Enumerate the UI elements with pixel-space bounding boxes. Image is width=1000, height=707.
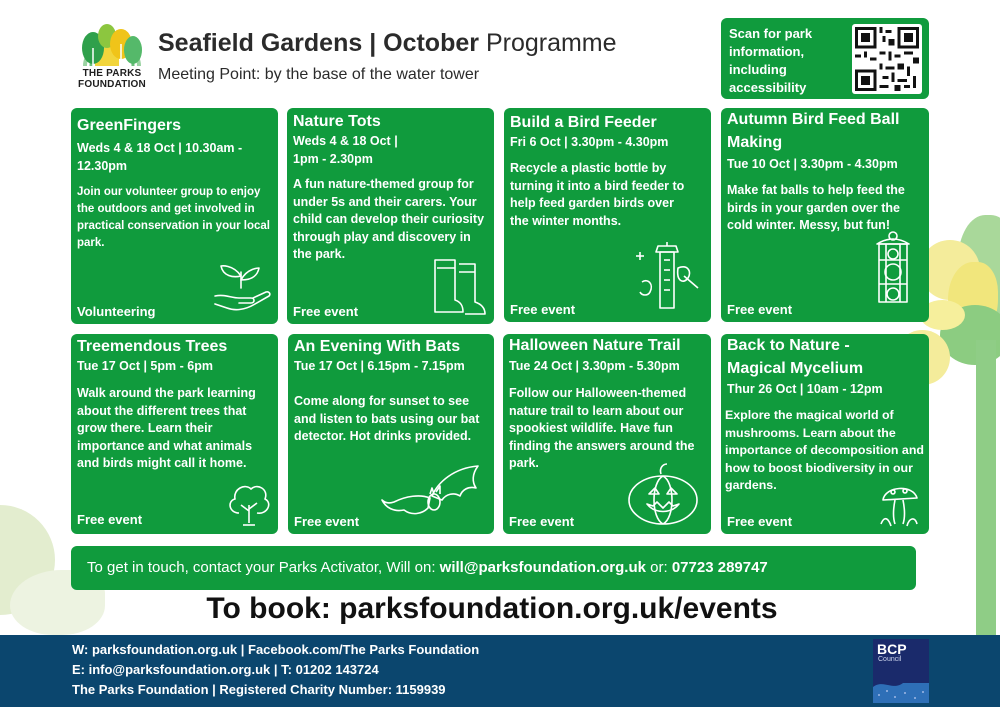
council-name: BCP — [877, 641, 907, 657]
event-tag: Free event — [509, 514, 575, 529]
event-card-evening-with-bats[interactable] — [288, 334, 494, 534]
event-description: Recycle a plastic bottle by turning it into a bird feeder to help feed garden birds over the winter months. — [510, 161, 685, 228]
event-title: Back to Nature - Magical Mycelium — [727, 337, 864, 377]
event-card-bird-feed-balls[interactable] — [721, 108, 929, 322]
event-title: Autumn Bird Feed Ball Making — [727, 111, 900, 151]
contact-prefix: To get in touch, contact your Parks Activator, Will on: — [87, 559, 436, 576]
event-card-magical-mycelium[interactable] — [721, 334, 929, 534]
bird-feeder-icon — [628, 238, 708, 314]
logo-line-2: FOUNDATION — [78, 79, 146, 90]
event-date: Tue 10 Oct | 3.30pm - 4.30pm — [727, 157, 898, 171]
contact-or: or: — [650, 559, 668, 576]
event-card-bird-feeder[interactable] — [504, 108, 711, 322]
contact-phone[interactable]: 07723 289747 — [671, 559, 768, 576]
footer-email-line[interactable]: E: info@parksfoundation.org.uk | T: 01202 143724 — [72, 662, 379, 677]
council-wave-icon — [873, 673, 929, 703]
event-tag: Free event — [293, 304, 359, 319]
event-tag: Free event — [510, 302, 576, 317]
council-sub: Council — [878, 656, 902, 663]
event-title: Nature Tots — [293, 113, 381, 130]
event-date: Weds 4 & 18 Oct | 1pm - 2.30pm — [293, 134, 398, 166]
event-card-nature-tots[interactable] — [287, 108, 494, 324]
event-card-greenfingers[interactable] — [71, 108, 278, 324]
event-tag: Free event — [727, 302, 793, 317]
bcp-council-logo — [873, 639, 929, 703]
event-tag: Volunteering — [77, 304, 156, 319]
event-description: Join our volunteer group to enjoy the outdoors and get involved in practical conservation in your local park. — [77, 186, 271, 249]
bat-icon — [380, 462, 484, 522]
event-description: A fun nature-themed group for under 5s and their carers. Your child can develop their curiosity through play and discovery in the park. — [293, 177, 485, 261]
event-date: Weds 4 & 18 Oct | 10.30am - 12.30pm — [77, 141, 243, 173]
contact-email-link[interactable]: will@parksfoundation.org.uk — [439, 559, 646, 576]
event-description: Come along for sunset to see and listen to bats using our bat detector. Hot drinks provided. — [294, 394, 480, 443]
event-tag: Free event — [727, 514, 793, 529]
footer — [0, 635, 1000, 707]
event-title: An Evening With Bats — [294, 338, 461, 355]
qr-code-icon — [855, 27, 919, 91]
footer-charity-line: The Parks Foundation | Registered Charity Number: 1159939 — [72, 682, 446, 697]
contact-banner — [71, 546, 916, 590]
event-title: Build a Bird Feeder — [510, 114, 657, 131]
pumpkin-icon — [625, 462, 701, 528]
event-date: Fri 6 Oct | 3.30pm - 4.30pm — [510, 135, 669, 149]
event-tag: Free event — [294, 514, 360, 529]
wellington-boots-icon — [431, 256, 491, 318]
event-description: Walk around the park learning about the different trees that grow there. Learn their importance and what animals and birds might call it home. — [77, 386, 256, 470]
event-date: Tue 24 Oct | 3.30pm - 5.30pm — [509, 359, 680, 373]
seedling-in-hand-icon — [211, 258, 273, 314]
booking-link[interactable]: To book: parksfoundation.org.uk/events — [206, 592, 778, 625]
fat-ball-feeder-icon — [863, 230, 923, 310]
event-card-halloween-trail[interactable] — [503, 334, 711, 534]
event-date: Tue 17 Oct | 6.15pm - 7.15pm — [294, 359, 465, 373]
qr-caption: Scan for park information, including accessibility — [729, 26, 813, 95]
event-tag: Free event — [77, 512, 143, 527]
event-description: Make fat balls to help feed the birds in your garden over the cold winter. Messy, but fun! — [727, 183, 905, 232]
qr-code[interactable] — [852, 24, 922, 94]
event-date: Thur 26 Oct | 10am - 12pm — [727, 382, 883, 396]
parks-foundation-logo — [73, 18, 151, 90]
tree-icon — [225, 479, 273, 529]
event-description: Explore the magical world of mushrooms. Learn about the importance of decomposition and how to boost biodiversity in our gardens. — [725, 408, 924, 492]
qr-panel — [721, 18, 929, 99]
logo-trees-icon — [77, 18, 147, 66]
event-date: Tue 17 Oct | 5pm - 6pm — [77, 359, 213, 373]
footer-web-line[interactable]: W: parksfoundation.org.uk | Facebook.com/The Parks Foundation — [72, 642, 480, 657]
mushroom-icon — [877, 480, 921, 528]
event-title: GreenFingers — [77, 117, 182, 134]
title-bold: Seafield Gardens | October — [158, 29, 479, 57]
page-title — [158, 29, 617, 58]
meeting-point: Meeting Point: by the base of the water tower — [158, 66, 480, 83]
logo-line-1: THE PARKS — [82, 68, 142, 79]
title-normal: Programme — [485, 29, 617, 57]
event-description: Follow our Halloween-themed nature trail to learn about our spookiest wildlife. Have fun finding the answers around the park. — [509, 386, 695, 470]
event-title: Treemendous Trees — [77, 338, 228, 355]
event-title: Halloween Nature Trail — [509, 337, 681, 354]
event-card-treemendous-trees[interactable] — [71, 334, 278, 534]
